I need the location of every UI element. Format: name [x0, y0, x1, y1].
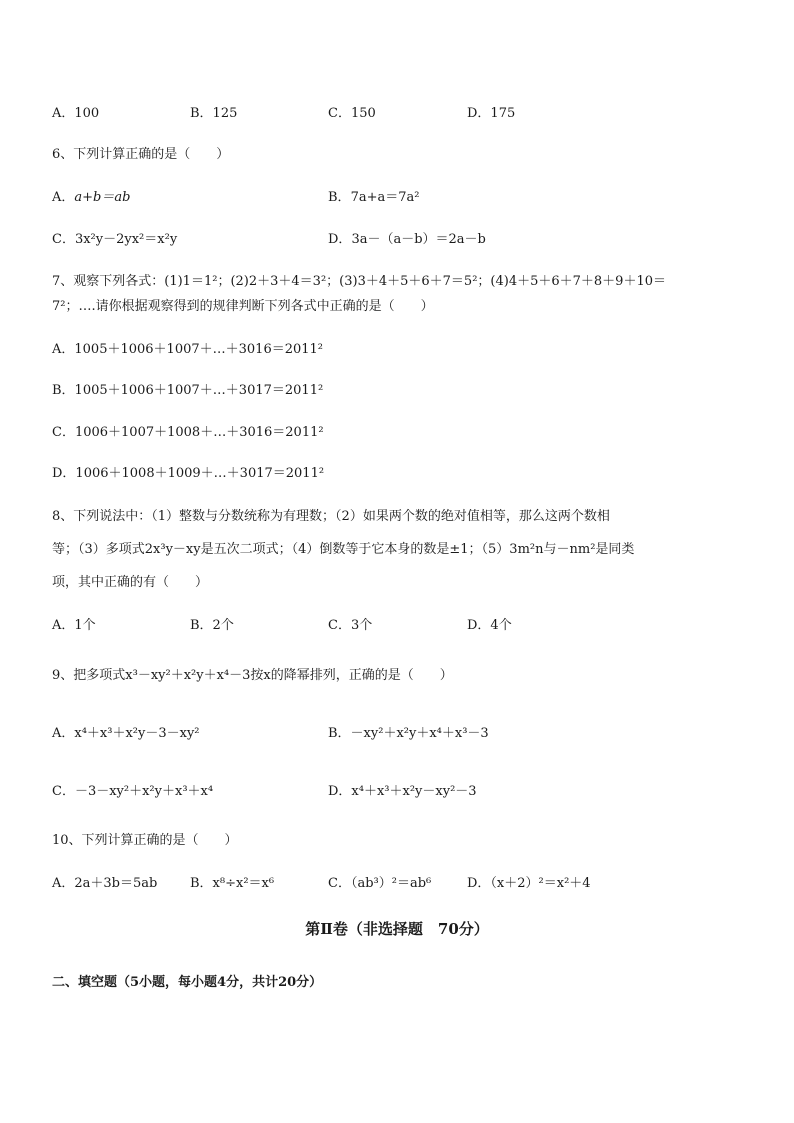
q8-stem-line3: 项，其中正确的有（ ）	[52, 575, 209, 590]
q7-stem-line1: 7、观察下列各式：(1)1＝1²；(2)2＋3＋4＝3²；(3)3＋4＋5＋6＋7＝5²；(4)4＋5＋6＋7＋8＋9＋10＝	[52, 274, 666, 289]
q7-option-b: B．1005＋1006＋1007＋…＋3017＝2011²	[52, 383, 324, 398]
q6-option-d-expr: 3a－（a－b）＝2a－b	[351, 232, 486, 247]
q5-option-a: A．100	[52, 106, 100, 121]
q8-option-d: D．4个	[467, 618, 512, 633]
q8-option-b: B．2个	[190, 618, 234, 633]
q7-option-c: C．1006＋1007＋1008＋…＋3016＝2011²	[52, 425, 324, 440]
q9-option-a: A．x⁴＋x³＋x²y－3－xy²	[52, 726, 200, 741]
q7-stem-line2: 7²；….请你根据观察得到的规律判断下列各式中正确的是（ ）	[52, 299, 434, 314]
q6-option-b-expr: 7a+a＝7a²	[350, 190, 420, 205]
q6-option-a-label: A．	[52, 190, 75, 205]
q5-option-d: D．175	[467, 106, 516, 121]
q9-option-b: B．－xy²＋x²y＋x⁴＋x³－3	[328, 726, 489, 741]
q6-option-b	[328, 186, 419, 205]
q7-option-d: D．1006＋1008＋1009＋…＋3017＝2011²	[52, 466, 325, 481]
q8-option-c: C．3个	[328, 618, 373, 633]
q6-option-b-label: B．	[328, 190, 351, 205]
q10-option-b: B．x⁸÷x²＝x⁶	[190, 876, 275, 891]
q6-option-a	[52, 186, 130, 205]
q10-option-d: D．（x＋2）²＝x²＋4	[467, 876, 591, 891]
q7-option-a: A．1005＋1006＋1007＋…＋3016＝2011²	[52, 342, 324, 357]
q6-option-d-label: D．	[328, 232, 352, 247]
q9-option-c: C．－3－xy²＋x²y＋x³＋x⁴	[52, 784, 214, 799]
q10-option-a: A．2a＋3b＝5ab	[52, 876, 158, 891]
q8-option-a: A．1个	[52, 618, 96, 633]
q8-stem-line2: 等；（3）多项式2x³y－xy是五次二项式；（4）倒数等于它本身的数是±1；（5）3m²n与－nm²是同类	[52, 542, 635, 557]
q6-option-c-label: C．	[52, 232, 75, 247]
part2-title: 第Ⅱ卷（非选择题 70分）	[305, 920, 489, 938]
q6-option-a-expr: a+b＝ab	[74, 190, 131, 205]
section2-heading: 二、填空题（5小题，每小题4分，共计20分）	[52, 975, 323, 990]
q8-stem-line1: 8、下列说法中：（1）整数与分数统称为有理数；（2）如果两个数的绝对值相等，那么这两个数相	[52, 509, 610, 524]
q6-option-d	[328, 228, 486, 247]
q10-stem: 10、下列计算正确的是（ ）	[52, 833, 238, 848]
q5-option-b: B．125	[190, 106, 238, 121]
q10-option-c: C．（ab³）²＝ab⁶	[328, 876, 432, 891]
q9-stem: 9、把多项式x³－xy²＋x²y＋x⁴－3按x的降幂排列，正确的是（ ）	[52, 668, 453, 683]
q9-option-d: D．x⁴＋x³＋x²y－xy²－3	[328, 784, 477, 799]
q5-option-c: C．150	[328, 106, 376, 121]
q6-option-c	[52, 228, 177, 247]
q6-option-c-expr: 3x²y－2yx²＝x²y	[74, 232, 178, 247]
q6-stem: 6、下列计算正确的是（ ）	[52, 147, 230, 162]
